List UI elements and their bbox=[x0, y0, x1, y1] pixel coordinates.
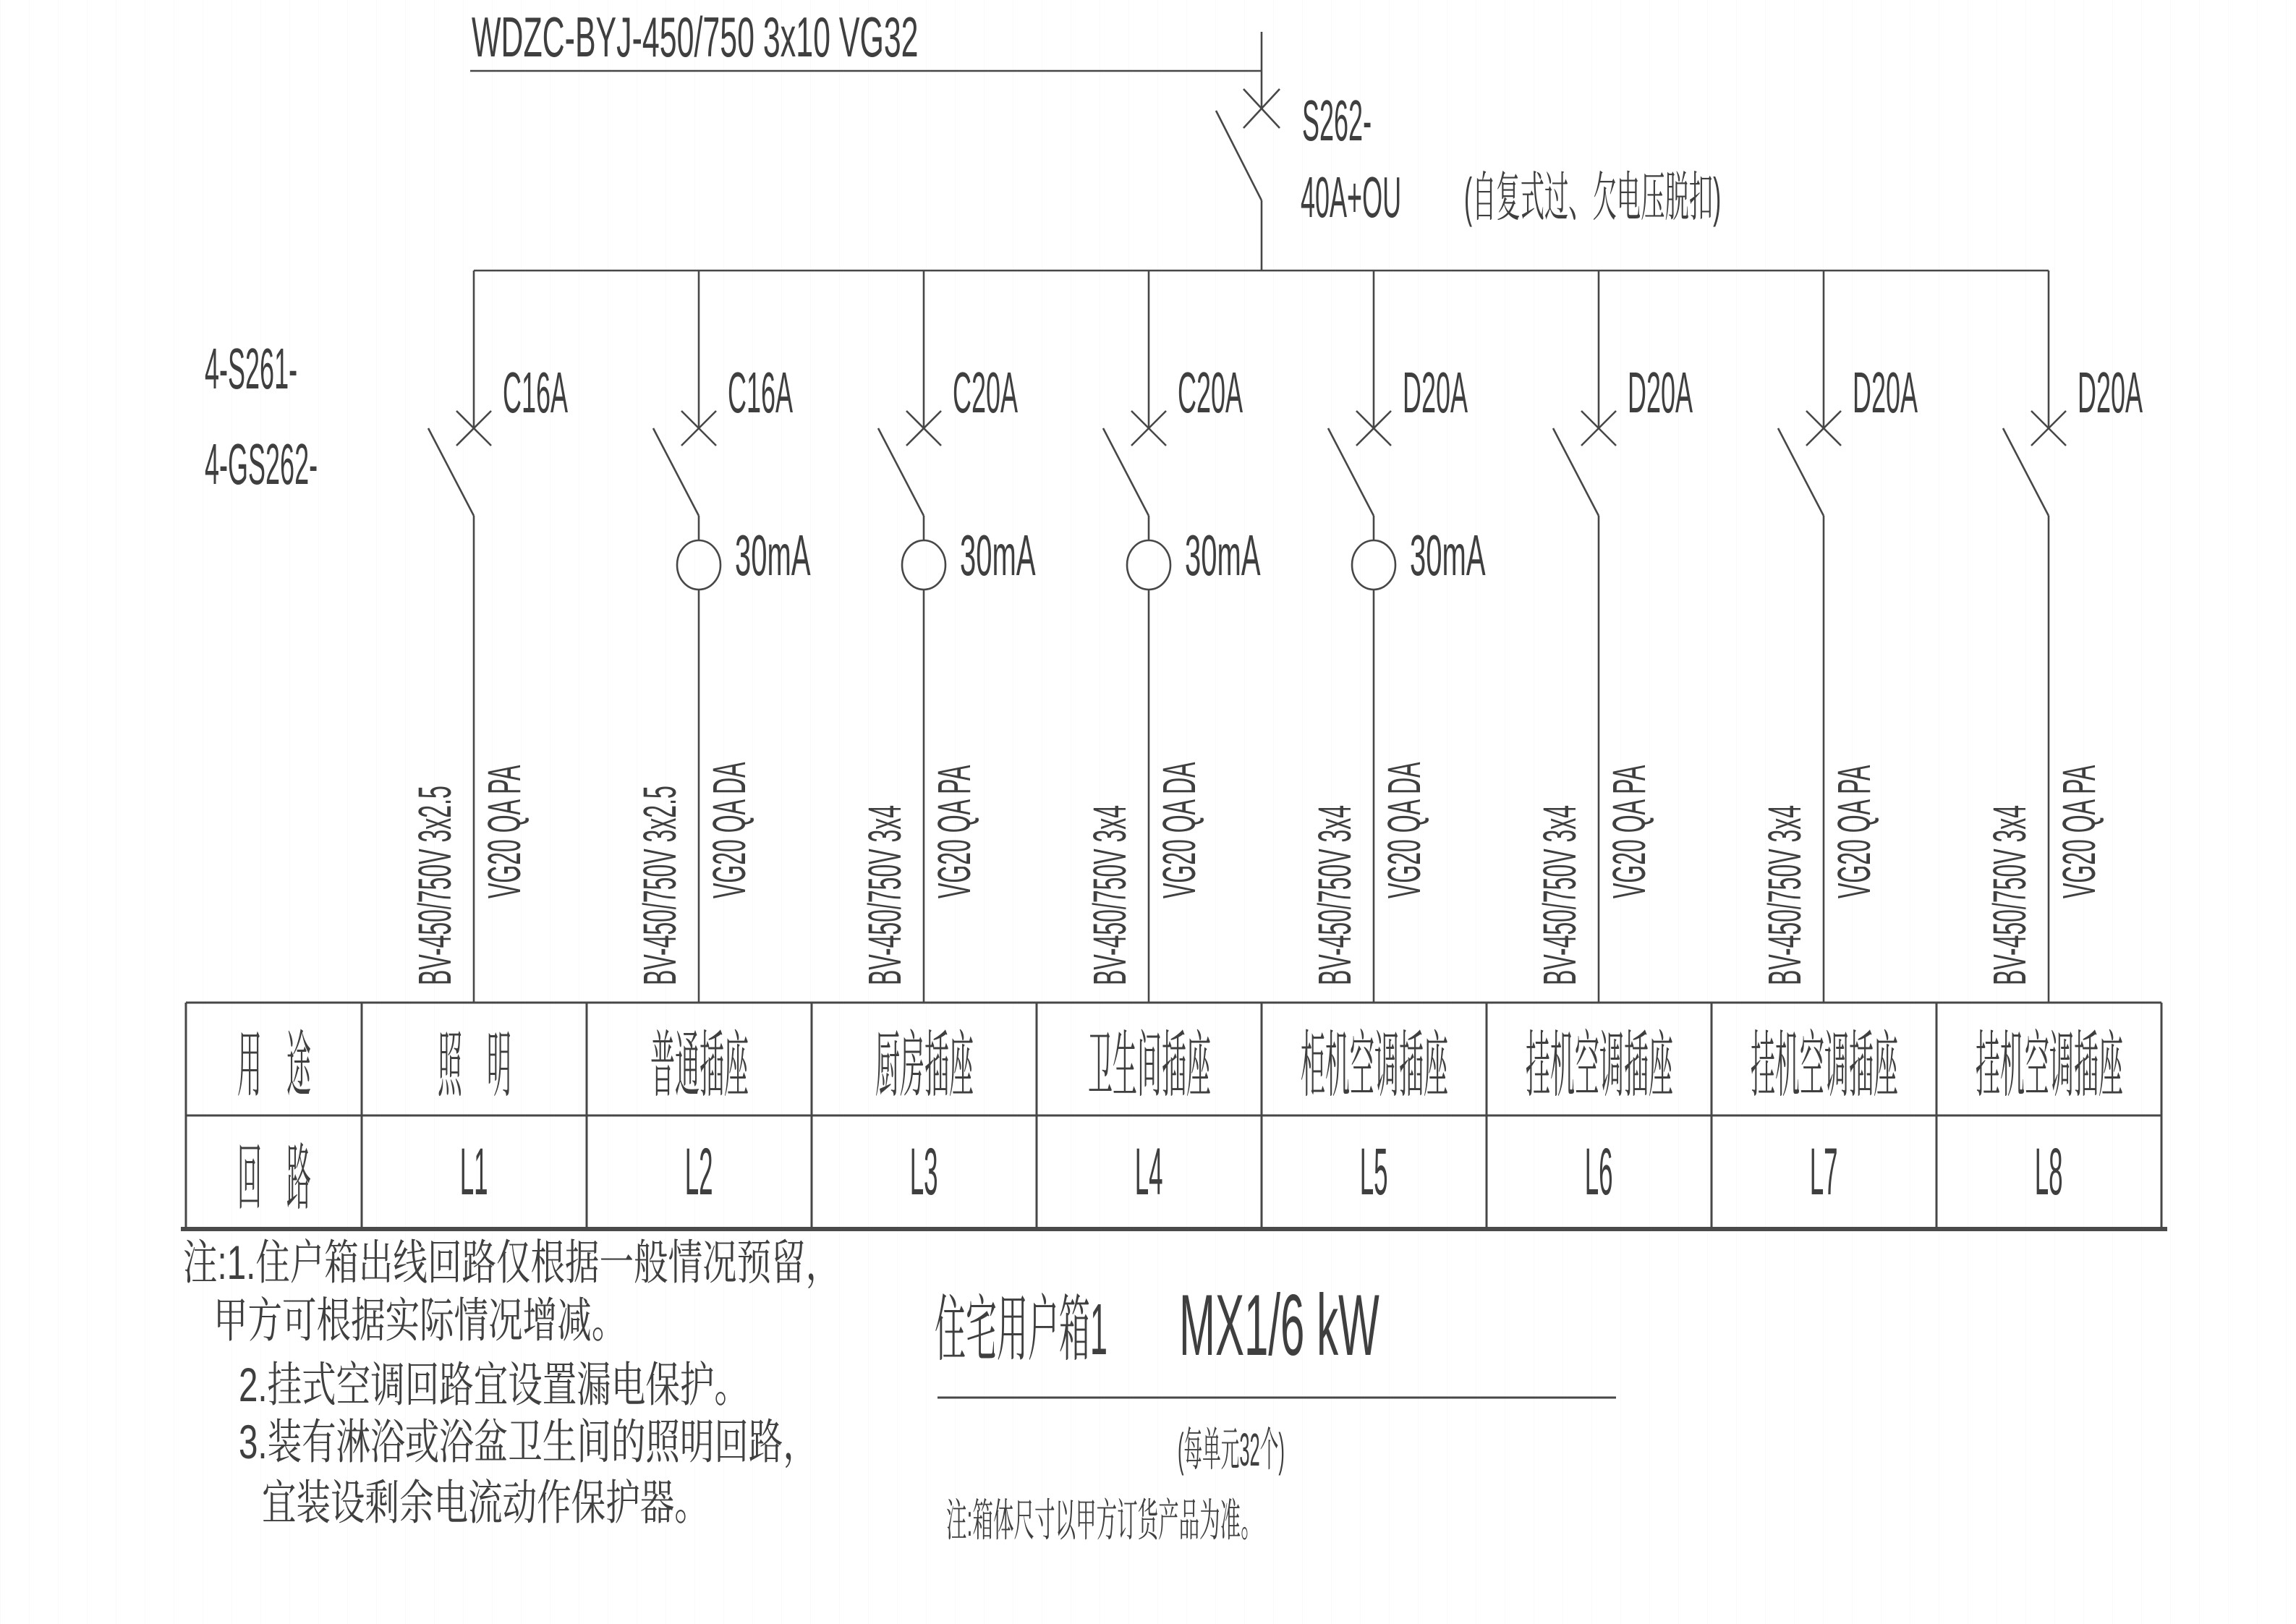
breaker-label-L2-text: C16A bbox=[728, 360, 794, 425]
conduit-label-L5-text: VG20 QA DA bbox=[1378, 762, 1430, 898]
cable-label-L8 bbox=[1984, 625, 2036, 985]
rcd-symbol bbox=[1352, 540, 1395, 590]
breaker-label-L7 bbox=[1853, 360, 1997, 425]
cable-label-L2 bbox=[634, 586, 686, 985]
circuit-cell-L8 bbox=[1936, 1115, 2161, 1228]
cable-label-L8-text: BV-450/750V 3x4 bbox=[1984, 804, 2036, 985]
purpose-cell-L5-text: 柜机空调插座 bbox=[1300, 1025, 1448, 1106]
rcd-label-L5 bbox=[1410, 523, 1561, 587]
cable-label-L4 bbox=[1084, 625, 1136, 985]
note-line-2-text: 甲方可根据实际情况增减。 bbox=[213, 1293, 626, 1347]
table-header-purpose bbox=[186, 1003, 362, 1115]
titleblock-note-text: 注:箱体尺寸以甲方订货产品为准。 bbox=[946, 1496, 1262, 1546]
cable-label-L7-text: BV-450/750V 3x4 bbox=[1759, 804, 1811, 985]
main-breaker-rating-text: 40A+OU bbox=[1301, 165, 1402, 229]
circuit-cell-L3-text: L3 bbox=[910, 1134, 938, 1209]
circuit-cell-L2-text: L2 bbox=[685, 1134, 713, 1209]
conduit-label-L6-text: VG20 QA PA bbox=[1603, 765, 1655, 898]
branch-model-line2 bbox=[205, 432, 456, 496]
breaker-label-L5-text: D20A bbox=[1403, 360, 1468, 425]
breaker-label-L1 bbox=[503, 360, 647, 425]
breaker-label-L4 bbox=[1178, 360, 1322, 425]
circuit-cell-L2 bbox=[587, 1115, 812, 1228]
drawing-subtitle bbox=[1178, 1424, 1445, 1476]
conduit-label-L3-text: VG20 QA PA bbox=[928, 765, 980, 898]
purpose-cell-L6 bbox=[1487, 1003, 1712, 1115]
main-breaker-model-text: S262- bbox=[1302, 88, 1372, 153]
table-header-purpose-text: 用 途 bbox=[237, 1025, 311, 1106]
drawing-subtitle-text: (每单元32个) bbox=[1178, 1424, 1285, 1476]
cable-label-L3 bbox=[859, 625, 911, 985]
cable-label-L3-text: BV-450/750V 3x4 bbox=[859, 804, 911, 985]
breaker-label-L2 bbox=[728, 360, 872, 425]
purpose-cell-L7-text: 挂机空调插座 bbox=[1750, 1025, 1898, 1106]
rcd-label-L2 bbox=[735, 523, 886, 587]
conduit-label-L2 bbox=[703, 626, 755, 898]
main-breaker-trip-note-text: (自复式过、欠电压脱扣) bbox=[1464, 167, 1722, 227]
table-header-circuit-text: 回 路 bbox=[237, 1138, 311, 1219]
cable-label-L7 bbox=[1759, 625, 1811, 985]
circuit-cell-L7-text: L7 bbox=[1810, 1134, 1838, 1209]
note-line-3 bbox=[239, 1358, 947, 1411]
circuit-cell-L8-text: L8 bbox=[2035, 1134, 2063, 1209]
rcd-label-L5-text: 30mA bbox=[1410, 523, 1486, 587]
table-header-circuit bbox=[186, 1115, 362, 1228]
cable-label-L5 bbox=[1309, 625, 1361, 985]
note-line-5-text: 宜装设剩余电流动作保护器。 bbox=[262, 1476, 709, 1529]
breaker-label-L7-text: D20A bbox=[1853, 360, 1918, 425]
purpose-cell-L3 bbox=[812, 1003, 1037, 1115]
purpose-cell-L3-text: 厨房插座 bbox=[875, 1025, 974, 1106]
note-line-5 bbox=[262, 1476, 883, 1529]
main-breaker-symbol bbox=[1216, 89, 1280, 271]
breaker-label-L6 bbox=[1628, 360, 1772, 425]
note-line-4-text: 3.装有淋浴或浴盆卫生间的照明回路， bbox=[239, 1415, 817, 1468]
incoming-cable-text: WDZC-BYJ-450/750 3x10 VG32 bbox=[472, 5, 919, 69]
conduit-label-L1 bbox=[478, 632, 530, 898]
drawing-title-spec-text: MX1/6 kW bbox=[1179, 1277, 1379, 1374]
rcd-label-L4-text: 30mA bbox=[1185, 523, 1261, 587]
purpose-cell-L1 bbox=[362, 1003, 587, 1115]
conduit-label-L4-text: VG20 QA DA bbox=[1153, 762, 1205, 898]
cable-label-L6-text: BV-450/750V 3x4 bbox=[1534, 804, 1586, 985]
note-line-4 bbox=[239, 1415, 1042, 1468]
cable-label-L2-text: BV-450/750V 3x2.5 bbox=[634, 786, 686, 985]
note-line-1-text: 注:1.住户箱出线回路仅根据一般情况预留， bbox=[183, 1236, 841, 1289]
conduit-label-L8-text: VG20 QA PA bbox=[2053, 765, 2105, 898]
breaker-label-L3-text: C20A bbox=[953, 360, 1019, 425]
conduit-label-L5 bbox=[1378, 626, 1430, 898]
drawing-title-text: 住宅用户箱1 bbox=[935, 1289, 1107, 1370]
purpose-cell-L1-text: 照 明 bbox=[437, 1025, 511, 1106]
note-line-2 bbox=[213, 1293, 786, 1347]
cable-label-L6 bbox=[1534, 625, 1586, 985]
circuit-cell-L5 bbox=[1262, 1115, 1487, 1228]
note-line-3-text: 2.挂式空调回路宜设置漏电保护。 bbox=[239, 1358, 749, 1411]
main-breaker-model bbox=[1302, 88, 1456, 153]
rcd-symbol bbox=[902, 540, 945, 590]
rcd-symbol bbox=[677, 540, 720, 590]
circuit-cell-L7 bbox=[1712, 1115, 1936, 1228]
drawing-title-spec bbox=[1179, 1277, 1579, 1374]
purpose-cell-L6-text: 挂机空调插座 bbox=[1525, 1025, 1673, 1106]
conduit-label-L7 bbox=[1828, 632, 1880, 898]
conduit-label-L3 bbox=[928, 632, 980, 898]
branch-model-line1-text: 4-S261- bbox=[205, 336, 298, 401]
circuit-cell-L3 bbox=[812, 1115, 1037, 1228]
titleblock-note bbox=[946, 1496, 1631, 1546]
rcd-label-L4 bbox=[1185, 523, 1336, 587]
conduit-label-L4 bbox=[1153, 626, 1205, 898]
circuit-cell-L1-text: L1 bbox=[460, 1134, 488, 1209]
note-line-1 bbox=[183, 1236, 1095, 1289]
rcd-label-L3 bbox=[960, 523, 1111, 587]
rcd-symbol bbox=[1127, 540, 1170, 590]
purpose-cell-L2-text: 普通插座 bbox=[650, 1025, 749, 1106]
purpose-cell-L7 bbox=[1712, 1003, 1936, 1115]
incoming-cable-label bbox=[472, 5, 1284, 69]
breaker-label-L8 bbox=[2078, 360, 2222, 425]
purpose-cell-L8-text: 挂机空调插座 bbox=[1975, 1025, 2123, 1106]
branch-model-line1 bbox=[205, 336, 411, 401]
conduit-label-L1-text: VG20 QA PA bbox=[478, 765, 530, 898]
breaker-label-L6-text: D20A bbox=[1628, 360, 1693, 425]
breaker-label-L5 bbox=[1403, 360, 1547, 425]
purpose-cell-L5 bbox=[1262, 1003, 1487, 1115]
breaker-label-L4-text: C20A bbox=[1178, 360, 1243, 425]
circuit-cell-L1 bbox=[362, 1115, 587, 1228]
cable-label-L4-text: BV-450/750V 3x4 bbox=[1084, 804, 1136, 985]
cable-label-L1-text: BV-450/750V 3x2.5 bbox=[409, 786, 461, 985]
purpose-cell-L2 bbox=[587, 1003, 812, 1115]
circuit-cell-L5-text: L5 bbox=[1360, 1134, 1388, 1209]
circuit-cell-L6 bbox=[1487, 1115, 1712, 1228]
purpose-cell-L4-text: 卫生间插座 bbox=[1087, 1025, 1211, 1106]
cable-label-L5-text: BV-450/750V 3x4 bbox=[1309, 804, 1361, 985]
rcd-label-L2-text: 30mA bbox=[735, 523, 811, 587]
branch-model-line2-text: 4-GS262- bbox=[205, 432, 318, 496]
breaker-label-L3 bbox=[953, 360, 1097, 425]
breaker-label-L8-text: D20A bbox=[2078, 360, 2143, 425]
conduit-label-L8 bbox=[2053, 632, 2105, 898]
main-breaker-trip-note bbox=[1464, 167, 2035, 227]
rcd-label-L3-text: 30mA bbox=[960, 523, 1036, 587]
circuit-cell-L4 bbox=[1037, 1115, 1262, 1228]
breaker-label-L1-text: C16A bbox=[503, 360, 569, 425]
purpose-cell-L4 bbox=[1037, 1003, 1262, 1115]
conduit-label-L7-text: VG20 QA PA bbox=[1828, 765, 1880, 898]
circuit-cell-L6-text: L6 bbox=[1585, 1134, 1613, 1209]
purpose-cell-L8 bbox=[1936, 1003, 2161, 1115]
conduit-label-L6 bbox=[1603, 632, 1655, 898]
cable-label-L1 bbox=[409, 586, 461, 985]
conduit-label-L2-text: VG20 QA DA bbox=[703, 762, 755, 898]
circuit-cell-L4-text: L4 bbox=[1135, 1134, 1163, 1209]
